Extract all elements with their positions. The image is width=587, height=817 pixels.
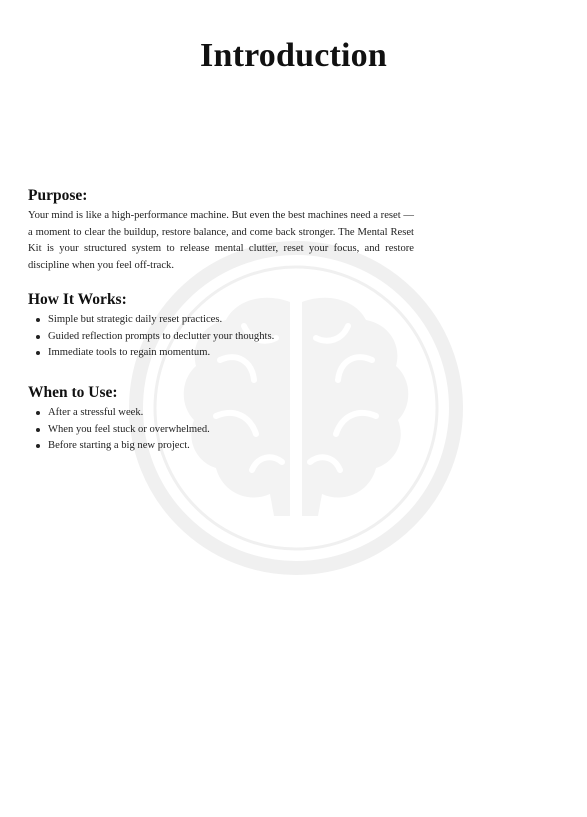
when-to-use-heading: When to Use:	[28, 384, 118, 401]
list-item: When you feel stuck or overwhelmed.	[48, 422, 414, 439]
when-to-use-list	[28, 405, 414, 455]
list-item: Immediate tools to regain momentum.	[48, 345, 414, 362]
purpose-body: Your mind is like a high-performance machine. But even the best machines need a reset — a moment to clear the buildup, restore balance, and come back stronger. The Mental Reset Kit is your structured system to release mental clutter, reset your focus, and restore discipline when you feel off-track.	[28, 210, 414, 271]
when-to-use-section	[28, 384, 414, 455]
page-title: Introduction	[200, 37, 387, 74]
purpose-heading: Purpose:	[28, 187, 88, 204]
list-item: Guided reflection prompts to declutter your thoughts.	[48, 329, 414, 346]
list-item: Before starting a big new project.	[48, 438, 414, 455]
how-it-works-list	[28, 312, 414, 362]
list-item: After a stressful week.	[48, 405, 414, 422]
how-it-works-section	[28, 291, 414, 362]
purpose-section	[28, 187, 414, 274]
list-item: Simple but strategic daily reset practices.	[48, 312, 414, 329]
how-it-works-heading: How It Works:	[28, 291, 127, 308]
